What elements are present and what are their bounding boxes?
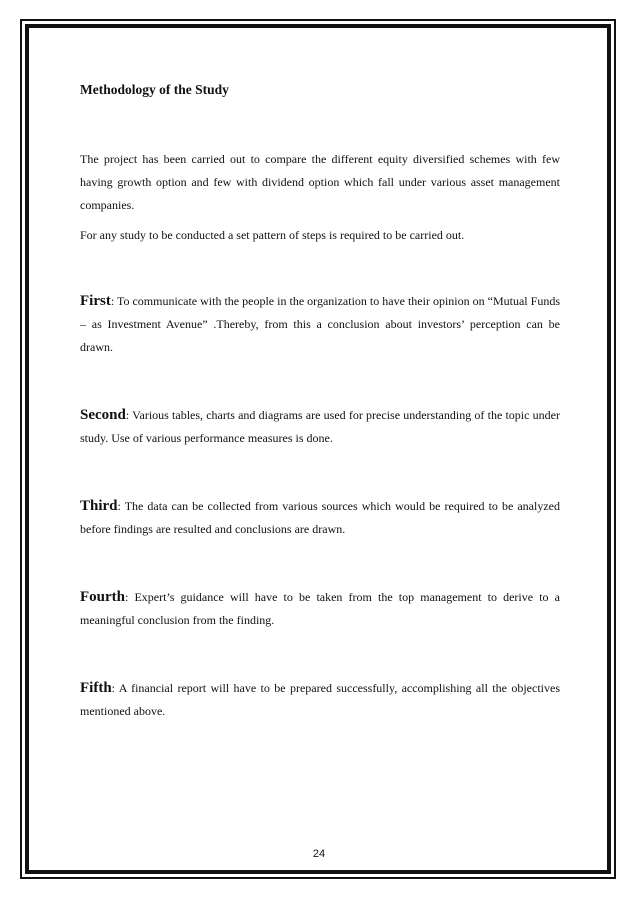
step-fourth-text: : Expert’s guidance will have to be taken from the top management to derive to a meaningful conclusion from the finding. bbox=[80, 590, 560, 627]
section-title: Methodology of the Study bbox=[80, 82, 229, 97]
step-third-label: Third bbox=[80, 498, 118, 514]
step-fifth bbox=[80, 677, 560, 723]
intro-paragraph-2: For any study to be conducted a set pattern of steps is required to be carried out. bbox=[80, 228, 465, 242]
step-fourth bbox=[80, 586, 560, 632]
step-second-text: : Various tables, charts and diagrams are used for precise understanding of the topic under study. Use of various performance measures is done. bbox=[80, 408, 560, 445]
step-fourth-label: Fourth bbox=[80, 589, 125, 605]
page-number: 24 bbox=[312, 848, 326, 860]
step-fifth-label: Fifth bbox=[80, 680, 112, 696]
step-second-label: Second bbox=[80, 407, 126, 423]
step-first-text: : To communicate with the people in the organization to have their opinion on “Mutual Funds – as Investment Avenue” .Thereby, from this a conclusion about investors’ perception can be drawn. bbox=[80, 294, 560, 354]
step-third-text: : The data can be collected from various sources which would be required to be analyzed before findings are resulted and conclusions are drawn. bbox=[80, 499, 560, 536]
step-third bbox=[80, 495, 560, 541]
step-first bbox=[80, 290, 560, 359]
step-second bbox=[80, 404, 560, 450]
intro-paragraph-1: The project has been carried out to compare the different equity diversified schemes with few having growth option and few with dividend option which fall under various asset management companies. bbox=[80, 152, 560, 212]
step-fifth-text: : A financial report will have to be prepared successfully, accomplishing all the objectives mentioned above. bbox=[80, 681, 560, 718]
step-first-label: First bbox=[80, 293, 111, 309]
